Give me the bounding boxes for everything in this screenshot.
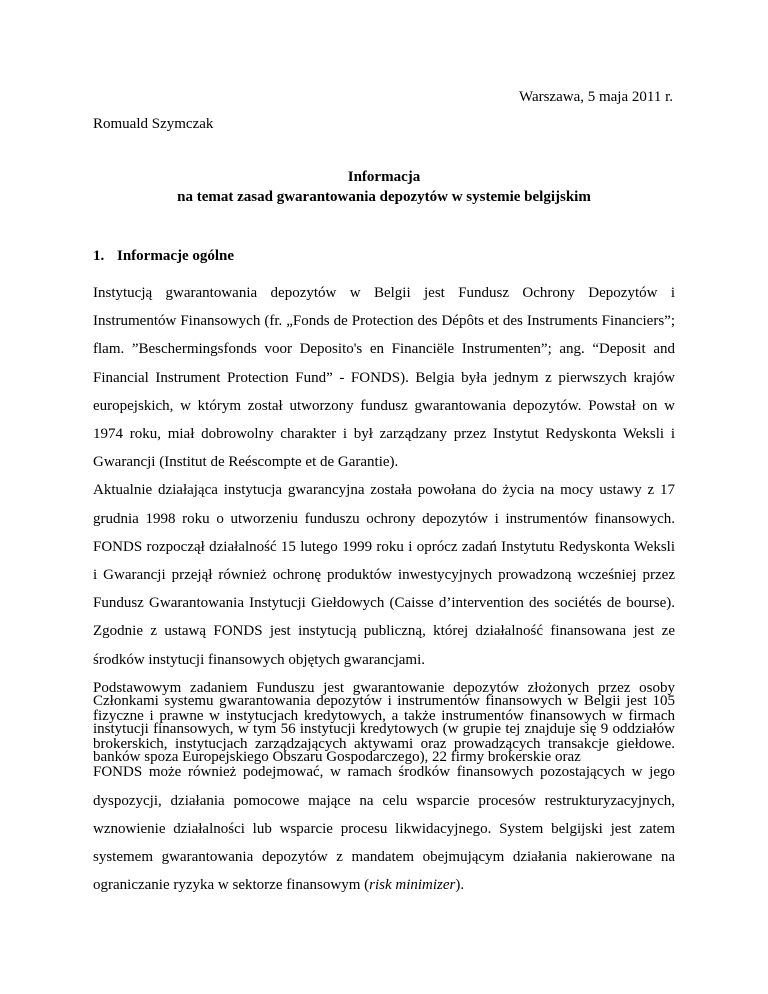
paragraph-3-text: Podstawowym zadaniem Funduszu jest gwarantowanie depozytów złożonych przez osoby fizyczne i prawne w instytucjach kredytowych, a także instrumentów finansowych w firmach brokerskich, instytucjach zarządzających aktywami oraz prowadzących transakcje giełdowe. FONDS może również podejmować, w ramach środków finansowych pozostających w jego dyspozycji, działania pomocowe mające na celu wsparcie procesów restrukturyzacyjnych, wznowienie działalności lub wsparcie procesu likwidacyjnego. System belgijski jest zatem systemem gwarantowania depozytów z mandatem obejmującym działania nakierowane na ograniczanie ryzyka w sektorze finansowym ( xyxy=(93,679,675,894)
section-title: Informacje ogólne xyxy=(117,248,235,264)
title-line-1: Informacja xyxy=(347,169,421,185)
author-name: Romuald Szymczak xyxy=(93,116,214,132)
section-number: 1. xyxy=(93,248,105,264)
place-date: Warszawa, 5 maja 2011 r. xyxy=(518,89,673,105)
paragraph-2: Aktualnie działająca instytucja gwarancyjna została powołana do życia na mocy ustawy z 17 grudnia 1998 roku o utworzeniu funduszu ochrony depozytów i instrumentów finansowych. FONDS rozpoczął działalność 15 lutego 1999 roku i oprócz zadań Instytutu Redyskonta Weksli i Gwarancji przejął również ochronę produktów inwestycyjnych prowadzoną wcześniej przez Fundusz Gwarantowania Instytucji Giełdowych (Caisse d’intervention des sociétés de bourse). Zgodnie z ustawą FONDS jest instytucją publiczną, której działalność finansowana jest ze środków instytucji finansowych objętych gwarancjami. xyxy=(93,482,675,668)
paragraph-3-italic-term: risk minimizer xyxy=(369,877,456,894)
paragraph-1: Instytucją gwarantowania depozytów w Belgii jest Fundusz Ochrony Depozytów i Instrumentów Finansowych (fr. „Fonds de Protection des Dépôts et des Instruments Financiers”; flam. ”Beschermingsfonds voor Deposito's en Financiële Instrumenten”; ang. “Deposit and Financial Instrument Protection Fund” - FONDS). Belgia była jednym z pierwszych krajów europejskich, w którym został utworzony fundusz gwarantowania depozytów. Powstał on w 1974 roku, miał dobrowolny charakter i był zarządzany przez Instytut Redyskonta Weksli i Gwarancji (Institut de Reéscompte et de Garantie). xyxy=(93,285,675,471)
body-text-upper xyxy=(93,279,675,899)
section-heading xyxy=(93,246,234,266)
paragraph-3-text-end: ). xyxy=(455,877,465,894)
paragraph-4: Członkami systemu gwarantowania depozytów i instrumentów finansowych w Belgii jest 105 instytucji finansowych, w tym 56 instytucji kredytowych (w grupie tej znajduje się 9 oddziałów banków spoza Europejskiego Obszaru Gospodarczego), 22 firmy brokerskie oraz xyxy=(93,693,675,766)
body-text-lower xyxy=(93,687,675,772)
title-line-2: na temat zasad gwarantowania depozytów w systemie belgijskim xyxy=(177,189,591,205)
document-title xyxy=(93,167,675,207)
